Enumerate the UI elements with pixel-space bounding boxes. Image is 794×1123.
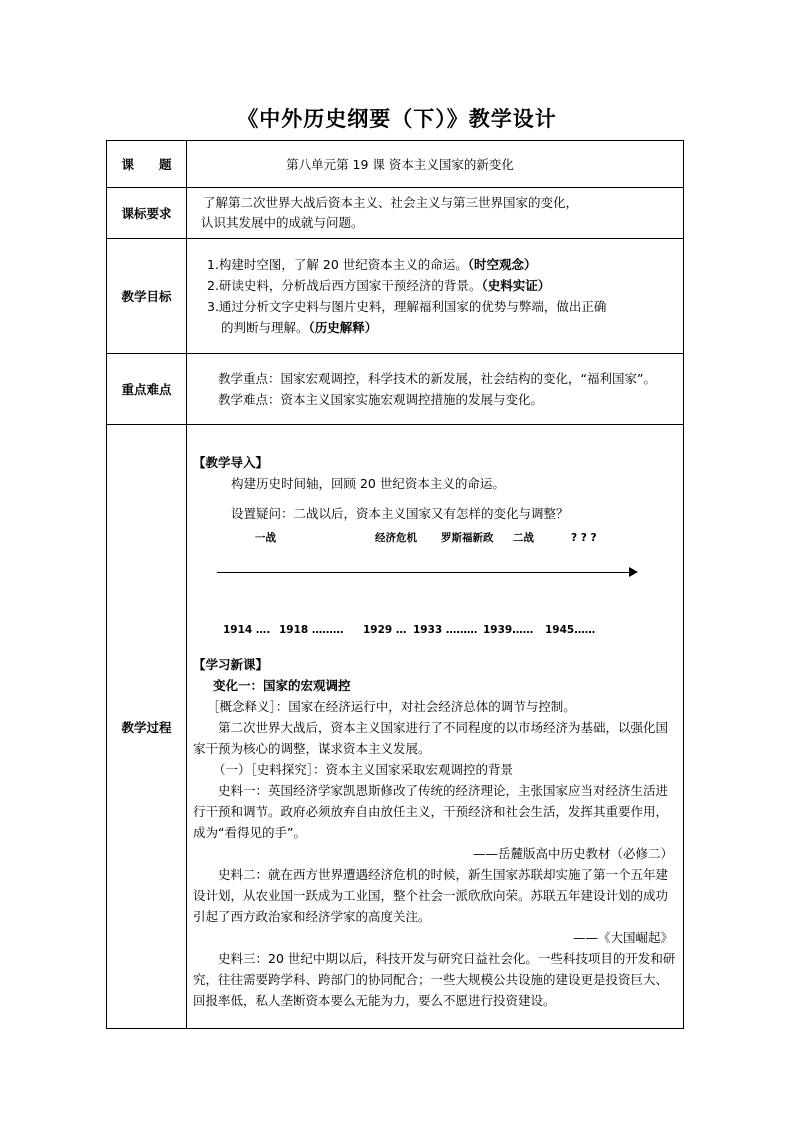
source-1-citation: ——岳麓版高中历史教材（必修二） <box>472 846 673 861</box>
row-process <box>107 425 684 1029</box>
objective-3: 3.通过分析文字史料与图片史料，理解福利国家的优势与弊端，做出正确 <box>207 299 607 314</box>
label-objectives: 教学目标 <box>107 239 187 354</box>
timeline-year: 1914 …. <box>223 624 271 636</box>
objective-2: 2.研读史料，分析战后西方国家干预经济的背景。（史料实证） <box>207 278 551 293</box>
paragraph-1: 第二次世界大战后，资本主义国家进行了不同程度的以市场经济为基础，以强化国家干预为核心的调整，谋求资本主义发展。 <box>193 720 669 756</box>
row-standard <box>107 188 684 239</box>
objective-1: 1.构建时空图，了解 20 世纪资本主义的命运。（时空观念） <box>207 257 537 272</box>
objective-2-tag: （史料实证） <box>481 278 551 293</box>
objectives-cell <box>187 239 684 354</box>
process-cell <box>187 425 684 1029</box>
source-1: 史料一：英国经济学家凯恩斯修改了传统的经济理论，主张国家应当对经济生活进行干预和调节。政府必须放弃自由放任主义，干预经济和社会生活，发挥其重要作用，成为“看得见的手”。 <box>193 783 669 840</box>
intro-heading: 【教学导入】 <box>193 455 269 470</box>
intro-line-1: 构建历史时间轴，回顾 20 世纪资本主义的命运。 <box>231 476 505 491</box>
history-timeline <box>193 528 677 646</box>
timeline-year: 1939…… <box>483 624 534 636</box>
new-lesson-heading: 【学习新课】 <box>193 657 269 672</box>
difficult-point: 教学难点：资本主义国家实施宏观调控措施的发展与变化。 <box>218 392 544 407</box>
objective-3-tag: （历史解释） <box>308 320 378 335</box>
intro-line-2: 设置疑问：二战以后，资本主义国家又有怎样的变化与调整？ <box>231 506 569 521</box>
source-3: 史料三：20 世纪中期以后，科技开发与研究日益社会化。一些科技项目的开发和研究，往往需要跨学科、跨部门的协同配合；一些大规模公共设施的建设更是投资巨大、回报率低，私人垄断资本要么无能为力，要么不愿进行投资建设。 <box>193 951 676 1008</box>
timeline-year: 1945…… <box>545 624 596 636</box>
row-topic <box>107 141 684 188</box>
section-one-heading: （一）［史料探究］：资本主义国家采取宏观调控的背景 <box>213 762 514 777</box>
timeline-event: 一战 <box>255 532 276 544</box>
standard-line-2: 认识其发展中的成就与问题。 <box>201 215 364 230</box>
row-key-points <box>107 354 684 425</box>
objective-1-tag: （时空观念） <box>467 257 537 272</box>
standard-line-1: 了解第二次世界大战后资本主义、社会主义与第三世界国家的变化， <box>203 195 579 210</box>
timeline-year: 1918 ……… <box>279 624 344 636</box>
timeline-year: 1933 ……… <box>413 624 478 636</box>
timeline-event: 罗斯福新政 <box>441 532 494 544</box>
lesson-plan-table <box>106 140 684 1029</box>
source-2-citation: ——《大国崛起》 <box>572 930 673 945</box>
objective-3-cont: 的判断与理解。（历史解释） <box>221 320 378 335</box>
timeline-axis <box>217 572 633 573</box>
concept-definition: ［概念释义］：国家在经济运行中，对社会经济总体的调节与控制。 <box>207 699 576 714</box>
label-process: 教学过程 <box>107 425 187 1029</box>
topic-text: 第八单元第 19 课 资本主义国家的新变化 <box>286 157 514 172</box>
topic-cell <box>187 141 684 188</box>
label-standard: 课标要求 <box>107 188 187 239</box>
label-topic: 课 题 <box>107 141 187 188</box>
timeline-event: 经济危机 <box>375 532 417 544</box>
timeline-event: ? ? ? <box>571 532 597 544</box>
key-point: 教学重点：国家宏观调控，科学技术的新发展，社会结构的变化，“福利国家”。 <box>218 371 656 386</box>
row-objectives <box>107 239 684 354</box>
standard-cell <box>187 188 684 239</box>
document-title: 《中外历史纲要（下）》教学设计 <box>237 106 557 131</box>
timeline-event: 二战 <box>513 532 534 544</box>
timeline-arrow-icon <box>629 567 638 577</box>
change-one-heading: 变化一：国家的宏观调控 <box>213 678 351 693</box>
key-points-cell <box>187 354 684 425</box>
timeline-year: 1929 … <box>363 624 407 636</box>
source-2: 史料二：就在西方世界遭遇经济危机的时候，新生国家苏联却实施了第一个五年建设计划，从农业国一跃成为工业国，整个社会一派欣欣向荣。苏联五年建设计划的成功引起了西方政治家和经济学家的高度关注。 <box>193 867 669 924</box>
label-key-points: 重点难点 <box>107 354 187 425</box>
